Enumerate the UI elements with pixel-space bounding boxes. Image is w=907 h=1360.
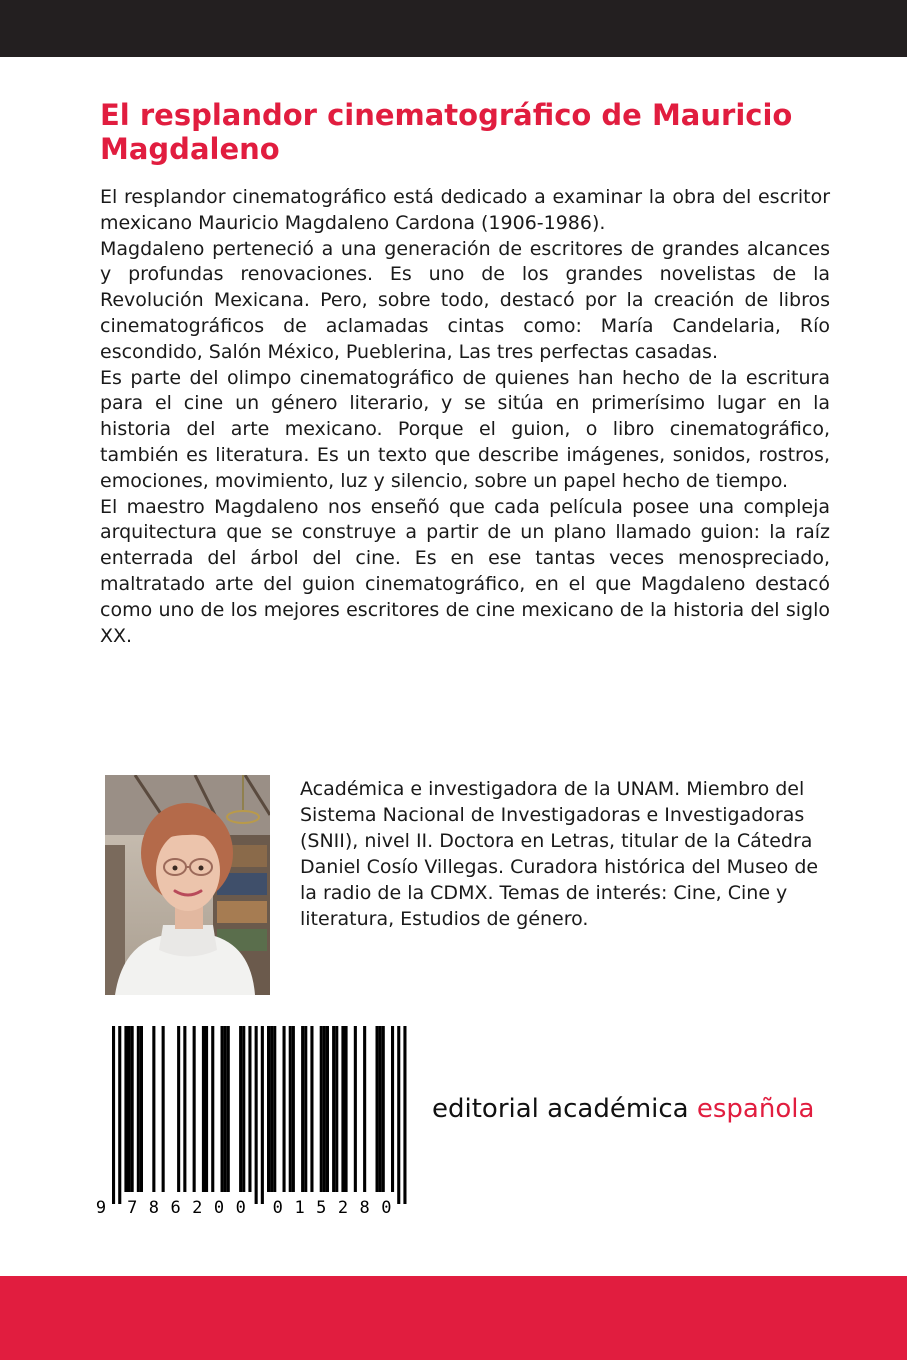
barcode-bar [227, 1026, 230, 1192]
barcode-bar [379, 1026, 382, 1192]
barcode-bar [376, 1026, 379, 1192]
barcode-bar [310, 1026, 313, 1192]
book-description [100, 185, 830, 649]
bottom-band [0, 1276, 907, 1360]
barcode-digit: 0 [381, 1198, 392, 1218]
book-title: El resplandor cinematográfico de Mauricio Magdaleno [100, 98, 793, 166]
barcode-digit: 0 [235, 1198, 246, 1218]
publisher-name-accent: española [696, 1094, 815, 1124]
barcode-bar [248, 1026, 251, 1192]
barcode-bar [332, 1026, 335, 1192]
barcode-bar [193, 1026, 196, 1192]
barcode-bar [162, 1026, 165, 1192]
barcode-digit: 2 [337, 1198, 349, 1218]
barcode-bar [323, 1026, 326, 1192]
barcode-bar [292, 1026, 295, 1192]
barcode-digit: 5 [316, 1198, 327, 1218]
barcode-bar [397, 1026, 400, 1204]
barcode-bar [363, 1026, 366, 1192]
barcode-bar [128, 1026, 131, 1192]
barcode-bar [301, 1026, 304, 1192]
description-paragraph: Magdaleno perteneció a una generación de escritores de grandes alcances y profundas renovaciones. Es uno de los grandes novelistas de la Revolución Mexicana. Pero, sobre todo, destacó por la creación de libros cinematográficos de aclamadas cintas como: María Candelaria, Río escondido, Salón México, Pueblerina, Las tres perfectas casadas. [100, 237, 830, 363]
isbn-barcode [95, 1022, 413, 1218]
barcode-bar [289, 1026, 292, 1192]
barcode-bar [224, 1026, 227, 1192]
publisher-logo [432, 1094, 852, 1124]
barcode-bar [403, 1026, 406, 1204]
barcode-bar [137, 1026, 140, 1192]
barcode-bar [118, 1026, 121, 1204]
author-photo [105, 775, 270, 995]
barcode-bar [267, 1026, 270, 1192]
barcode-bar [273, 1026, 276, 1192]
barcode-digit: 1 [294, 1198, 305, 1218]
barcode-bar [304, 1026, 307, 1192]
barcode-digit: 8 [359, 1198, 370, 1218]
barcode-bar [221, 1026, 224, 1192]
barcode-graphic [95, 1022, 413, 1218]
author-portrait-icon [105, 775, 270, 995]
barcode-digit: 2 [192, 1198, 203, 1218]
barcode-bar [354, 1026, 357, 1192]
description-paragraph: Es parte del olimpo cinematográfico de quienes han hecho de la escritura para el cine un género literario, y se sitúa en primerísimo lugar en la historia del arte mexicano. Porque el guion, o libro cinematográfico, también es literatura. Es un texto que describe imágenes, sonidos, rostros, emociones, movimiento, luz y silencio, sobre un papel hecho de tiempo. [100, 366, 830, 492]
top-band [0, 0, 907, 57]
barcode-digit: 9 [95, 1198, 107, 1218]
description-paragraph: El resplandor cinematográfico está dedicado a examinar la obra del escritor mexicano Mauricio Magdaleno Cardona (1906-1986). [100, 186, 830, 234]
barcode-bar [124, 1026, 127, 1192]
description-paragraph: El maestro Magdaleno nos enseñó que cada película posee una compleja arquitectura que se construye a partir de un plano llamado guion: la raíz enterrada del árbol del cine. Es en ese tantas veces menospreciado, maltratado arte del guion cinematográfico, en el que Magdaleno destacó como uno de los mejores escritores de cine mexicano de la historia del siglo XX. [100, 495, 830, 647]
barcode-bar [255, 1026, 258, 1204]
barcode-bar [242, 1026, 245, 1192]
barcode-bar [335, 1026, 338, 1192]
author-bio: Académica e investigadora de la UNAM. Miembro del Sistema Nacional de Investigadoras e Investigadoras (SNII), nivel II. Doctora en Letras, titular de la Cátedra Daniel Cosío Villegas. Curadora histórica del Museo de la radio de la CDMX. Temas de interés: Cine, Cine y literatura, Estudios de género. [300, 778, 819, 930]
barcode-digit: 0 [272, 1198, 283, 1218]
barcode-bar [177, 1026, 180, 1192]
barcode-bar [183, 1026, 186, 1192]
barcode-bar [140, 1026, 143, 1192]
barcode-bar [112, 1026, 115, 1204]
barcode-bar [283, 1026, 286, 1192]
barcode-bar [326, 1026, 329, 1192]
barcode-digit: 6 [170, 1198, 181, 1218]
barcode-bar [152, 1026, 155, 1192]
barcode-bar [341, 1026, 344, 1192]
barcode-bar [205, 1026, 208, 1192]
barcode-bar [131, 1026, 134, 1192]
barcode-bar [202, 1026, 205, 1192]
barcode-bar [391, 1026, 394, 1192]
barcode-digit: 8 [148, 1198, 160, 1218]
barcode-digit: 7 [127, 1198, 138, 1218]
barcode-bar [211, 1026, 214, 1192]
barcode-bar [270, 1026, 273, 1192]
barcode-bar [320, 1026, 323, 1192]
barcode-digit: 0 [213, 1198, 225, 1218]
barcode-bar [382, 1026, 385, 1192]
barcode-bar [239, 1026, 242, 1192]
barcode-bar [345, 1026, 348, 1192]
barcode-bar [261, 1026, 264, 1204]
publisher-name: editorial académica [432, 1094, 689, 1124]
